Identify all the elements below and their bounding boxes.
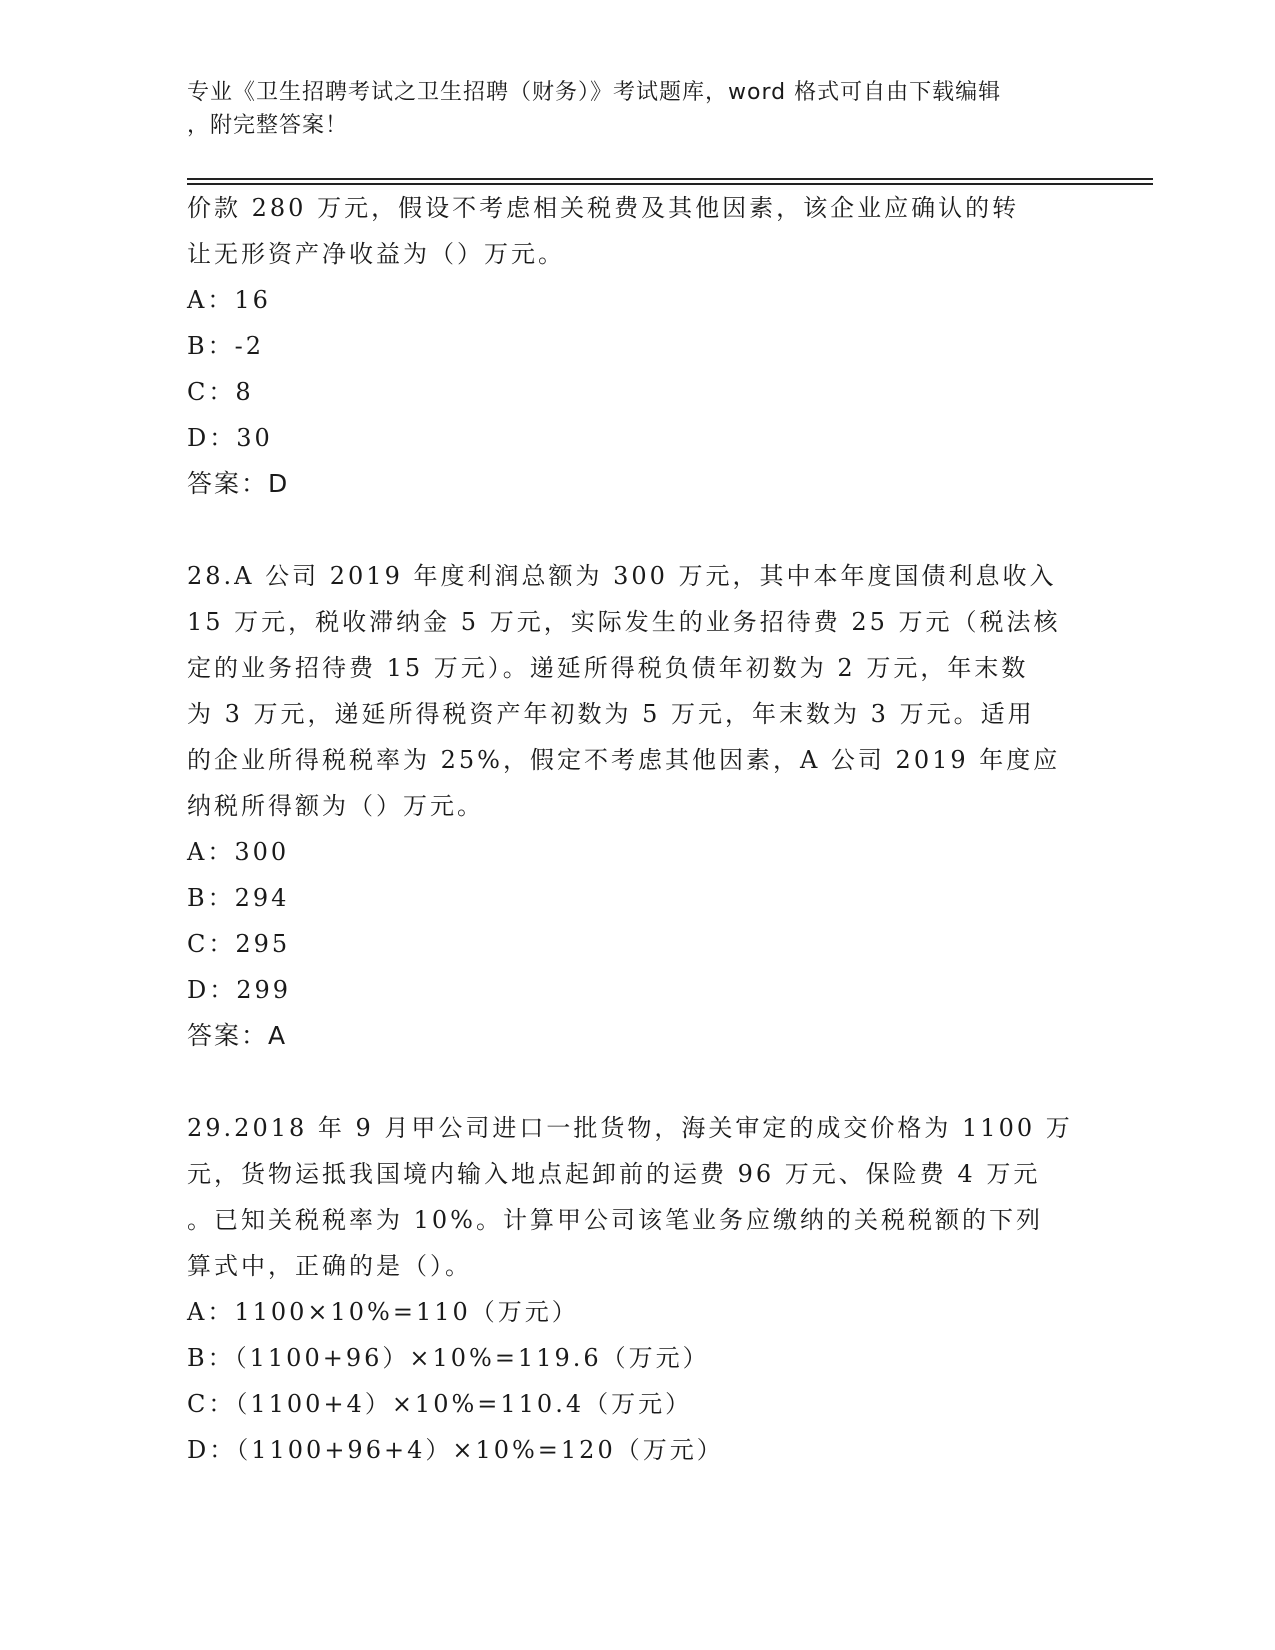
option-c: C：8 [187,378,254,406]
option-c: C：（1100+4）×10%=110.4（万元） [187,1390,693,1418]
header-line-2: ，附完整答案！ [187,113,349,138]
question-stem-line: 定的业务招待费 15 万元）。递延所得税负债年初数为 2 万元，年末数 [187,654,1029,682]
answer-line: 答案：A [187,1021,288,1050]
option-d: D：30 [187,424,273,452]
question-list [187,185,1087,1473]
question-spacer [187,507,1087,553]
question-stem-line: 28.A 公司 2019 年度利润总额为 300 万元，其中本年度国债利息收入 [187,562,1057,590]
option-a: A：16 [187,286,271,314]
question-stem-line: 的企业所得税税率为 25%，假定不考虑其他因素，A 公司 2019 年度应 [187,746,1061,774]
option-d: D：299 [187,976,292,1004]
question-stem-line: 29.2018 年 9 月甲公司进口一批货物，海关审定的成交价格为 1100 万 [187,1114,1073,1142]
document-header [187,76,1067,142]
option-a: A：300 [187,838,290,866]
question-stem-line: 元，货物运抵我国境内输入地点起卸前的运费 96 万元、保险费 4 万元 [187,1160,1041,1188]
question-stem-line: 纳税所得额为（）万元。 [187,792,484,820]
question-stem-line: 15 万元，税收滞纳金 5 万元，实际发生的业务招待费 25 万元（税法核 [187,608,1061,636]
question-stem-line: 价款 280 万元，假设不考虑相关税费及其他因素，该企业应确认的转 [187,194,1020,222]
option-d: D：（1100+96+4）×10%=120（万元） [187,1436,724,1464]
option-c: C：295 [187,930,291,958]
option-a: A：1100×10%=110（万元） [187,1298,579,1326]
question-stem-line: 。已知关税税率为 10%。计算甲公司该笔业务应缴纳的关税税额的下列 [187,1206,1043,1234]
option-b: B：（1100+96）×10%=119.6（万元） [187,1344,710,1372]
question-27 [187,185,1087,507]
header-line-1: 专业《卫生招聘考试之卫生招聘（财务）》考试题库，word 格式可自由下载编辑 [187,80,1002,105]
question-stem-line: 让无形资产净收益为（）万元。 [187,240,565,268]
question-28 [187,553,1087,1059]
answer-line: 答案：D [187,469,290,498]
question-stem-line: 算式中，正确的是（）。 [187,1252,472,1280]
option-b: B：-2 [187,332,265,360]
question-spacer [187,1059,1087,1105]
question-29 [187,1105,1087,1473]
option-b: B：294 [187,884,290,912]
header-divider-top [187,178,1153,180]
question-stem-line: 为 3 万元，递延所得税资产年初数为 5 万元，年末数为 3 万元。适用 [187,700,1035,728]
